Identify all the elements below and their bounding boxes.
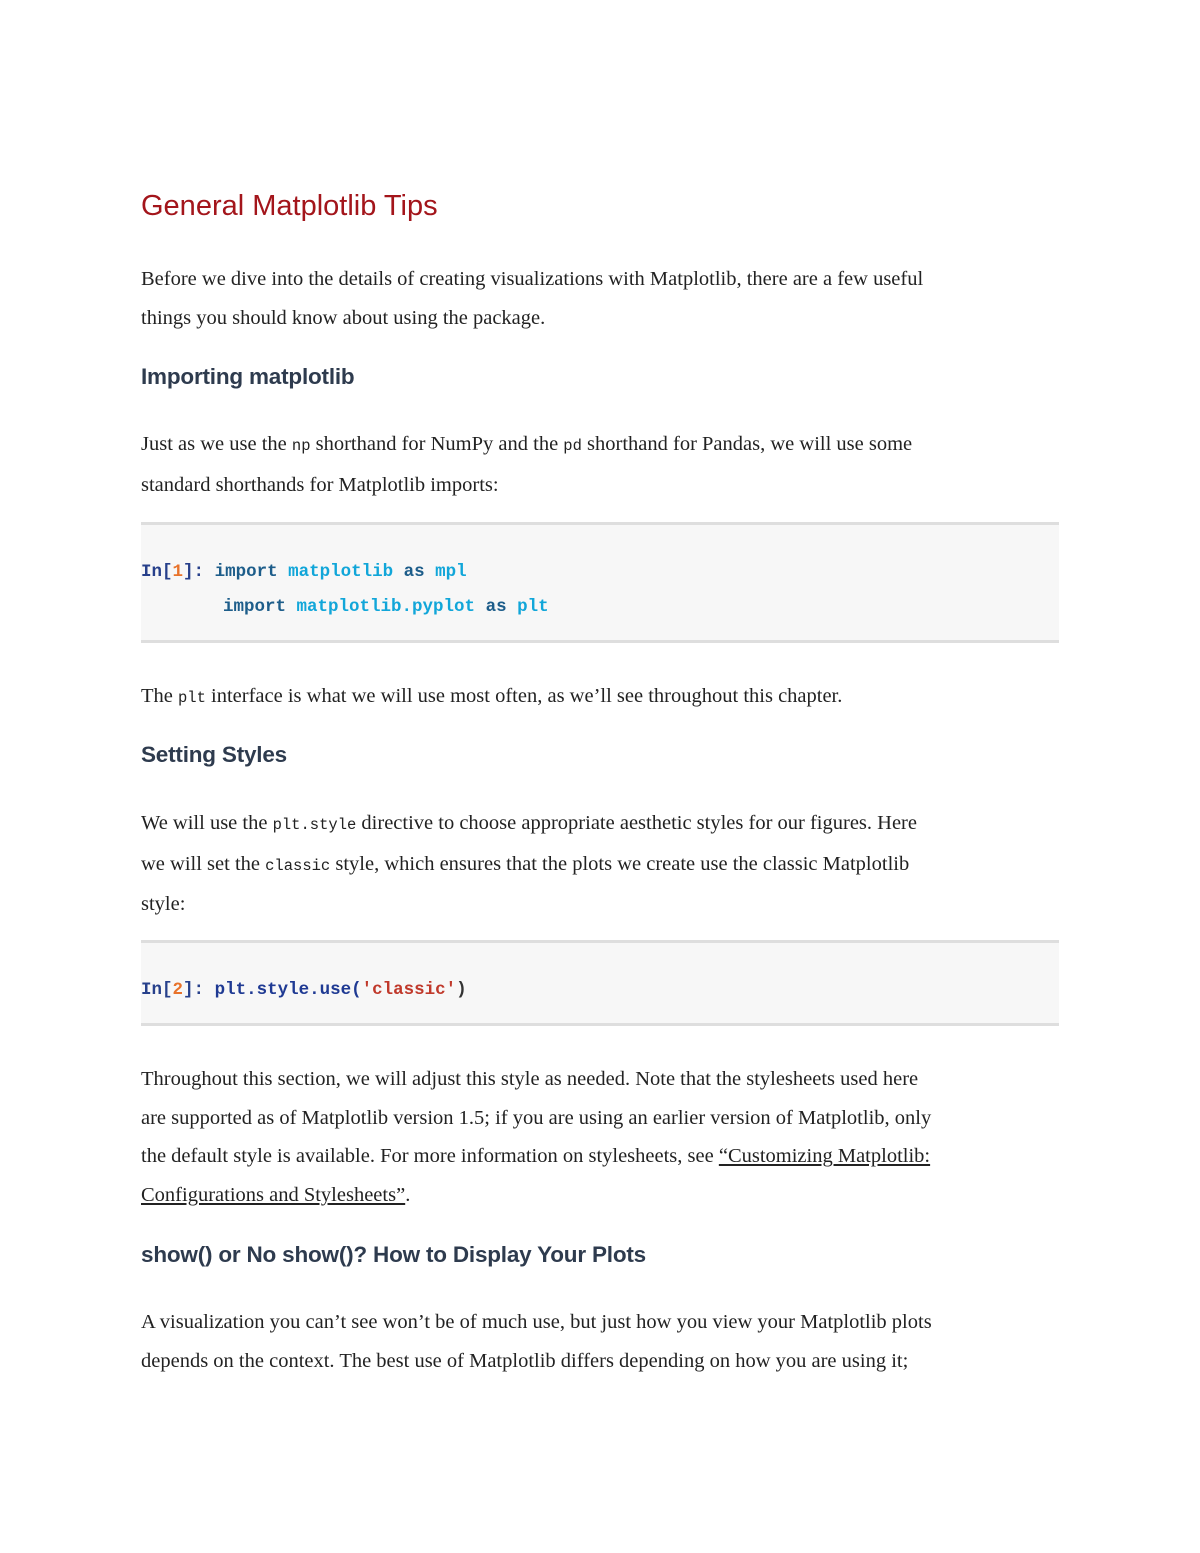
code-line [141, 562, 467, 582]
inline-code-plt: plt [178, 689, 206, 707]
code-prompt: ]: [183, 562, 205, 582]
text-run: interface is what we will use most often, as we’ll see throughout this chapter. [205, 685, 843, 707]
section-heading-show: show() or No show()? How to Display Your Plots [141, 1242, 646, 1267]
paragraph-line [141, 845, 1059, 886]
section-heading-importing: Importing matplotlib [141, 364, 355, 389]
code-prompt: ]: [183, 980, 205, 1000]
code-prompt: In[ [141, 562, 173, 582]
paragraph-line: A visualization you can’t see won’t be of much use, but just how you view your Matplotlib plots [141, 1311, 932, 1333]
importing-paragraph [141, 425, 1059, 504]
code-punct: ) [456, 980, 467, 1000]
paragraph-line: depends on the context. The best use of Matplotlib differs depending on how you are using it; [141, 1349, 909, 1372]
code-line [223, 597, 549, 617]
code-alias: mpl [435, 562, 467, 582]
text-run: The [141, 685, 178, 707]
code-block-imports [141, 522, 1059, 643]
code-string: 'classic' [361, 980, 457, 1000]
paragraph-line: standard shorthands for Matplotlib imports: [141, 473, 499, 496]
intro-line: Before we dive into the details of creating visualizations with Matplotlib, there are a few useful [141, 268, 924, 290]
inline-code-plt-style: plt.style [272, 816, 357, 834]
plt-paragraph [141, 677, 1059, 718]
text-run: We will use the [141, 812, 273, 834]
text-run: . [405, 1184, 411, 1207]
code-keyword: import [223, 597, 287, 617]
paragraph-line: are supported as of Matplotlib version 1.5; if you are using an earlier version of Matplotlib, only [141, 1106, 932, 1129]
intro-line: things you should know about using the package. [141, 306, 546, 329]
code-module: matplotlib [288, 562, 394, 582]
text-run: shorthand for NumPy and the [310, 433, 564, 455]
inline-code-np: np [291, 437, 311, 455]
text-run: shorthand for Pandas, we will use some [581, 433, 913, 455]
paragraph-line: Throughout this section, we will adjust this style as needed. Note that the stylesheets used here [141, 1068, 919, 1090]
code-keyword: import [214, 562, 278, 582]
styles-paragraph [141, 804, 1059, 924]
text-run: style, which ensures that the plots we create use the classic Matplotlib [330, 852, 910, 875]
section-heading-setting-styles: Setting Styles [141, 742, 287, 767]
code-prompt-number: 1 [172, 562, 184, 582]
text-run: Just as we use the [141, 433, 292, 455]
text-run: the default style is available. For more information on stylesheets, see [141, 1145, 719, 1168]
display-paragraph [141, 1303, 1059, 1380]
paragraph-line [141, 425, 1059, 466]
paragraph-line [141, 677, 1059, 718]
code-prompt-number: 2 [172, 980, 184, 1000]
code-keyword: as [403, 562, 425, 582]
paragraph-line: style: [141, 893, 186, 916]
paragraph-line [141, 1137, 1059, 1176]
code-module: matplotlib.pyplot [296, 597, 476, 617]
customizing-matplotlib-link[interactable]: “Customizing Matplotlib: [718, 1145, 931, 1168]
configurations-stylesheets-link[interactable]: Configurations and Stylesheets” [141, 1184, 406, 1207]
code-prompt: In[ [141, 980, 173, 1000]
text-run: directive to choose appropriate aesthetic styles for our figures. Here [356, 812, 917, 834]
inline-code-classic: classic [265, 856, 331, 875]
code-line [141, 980, 467, 1000]
code-alias: plt [517, 597, 549, 617]
paragraph-line [141, 1176, 1059, 1215]
inline-code-pd: pd [563, 437, 582, 455]
code-call: plt.style.use( [214, 980, 362, 1000]
stylesheets-paragraph [141, 1060, 1059, 1215]
page-title: General Matplotlib Tips [141, 190, 438, 222]
paragraph-line [141, 804, 1059, 845]
intro-paragraph [141, 260, 1059, 337]
text-run: we will set the [141, 852, 266, 875]
code-block-style [141, 940, 1059, 1026]
code-keyword: as [485, 597, 507, 617]
